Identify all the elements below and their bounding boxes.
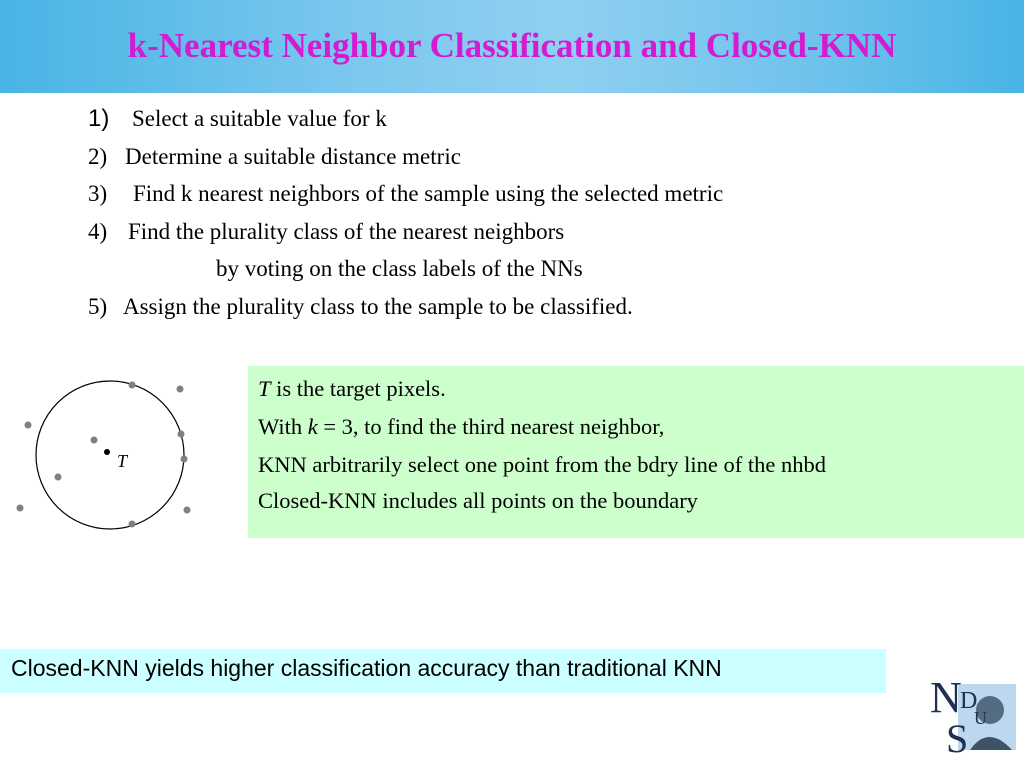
step-text: Assign the plurality class to the sample to be classified. xyxy=(123,293,633,319)
sample-point xyxy=(55,474,62,481)
k-variable: k xyxy=(307,414,318,439)
sample-point xyxy=(129,382,136,389)
sample-point xyxy=(25,422,32,429)
step-text: by voting on the class labels of the NNs xyxy=(216,256,583,281)
slide-title: k-Nearest Neighbor Classification and Closed-KNN xyxy=(127,26,897,65)
target-point xyxy=(104,449,110,455)
step-item xyxy=(88,100,387,138)
note-box xyxy=(248,366,1024,538)
svg-text:U: U xyxy=(974,708,987,728)
step-item xyxy=(88,288,633,326)
sample-point xyxy=(17,505,24,512)
note-line-2 xyxy=(258,414,664,440)
steps-list xyxy=(88,100,724,325)
neighborhood-circle xyxy=(36,381,184,529)
step-number: 2) xyxy=(88,143,108,169)
note-text: is the target pixels. xyxy=(270,376,446,401)
step-item xyxy=(88,213,565,251)
step-text: Find k nearest neighbors of the sample using the selected metric xyxy=(133,181,724,206)
sample-point xyxy=(91,437,98,444)
step-number: 1) xyxy=(88,105,110,132)
svg-text:N: N xyxy=(930,673,962,722)
svg-text:S: S xyxy=(946,716,969,754)
step-text: Determine a suitable distance metric xyxy=(125,143,461,169)
step-item xyxy=(88,138,461,176)
conclusion-text: Closed-KNN yields higher classification accuracy than traditional KNN xyxy=(11,655,722,681)
neighborhood-diagram xyxy=(0,370,220,540)
step-text: Select a suitable value for k xyxy=(132,106,387,131)
title-bar xyxy=(0,0,1024,93)
target-variable: T xyxy=(258,376,271,401)
sample-point xyxy=(184,507,191,514)
step-number: 4) xyxy=(88,218,108,244)
note-text: = 3, to find the third nearest neighbor, xyxy=(317,414,665,439)
step-number: 3) xyxy=(88,181,108,206)
note-line-1 xyxy=(258,376,446,402)
step-text: Find the plurality class of the nearest neighbors xyxy=(128,218,565,244)
sample-point xyxy=(181,456,188,463)
sample-point xyxy=(177,386,184,393)
note-line-4: Closed-KNN includes all points on the boundary xyxy=(258,488,698,513)
svg-text:D: D xyxy=(960,688,978,714)
step-number: 5) xyxy=(88,293,108,319)
conclusion-box xyxy=(0,649,886,693)
ndsu-logo xyxy=(930,672,1020,754)
target-label: T xyxy=(117,451,128,471)
note-line-3: KNN arbitrarily select one point from the bdry line of the nhbd xyxy=(258,452,826,477)
step-item xyxy=(88,175,724,213)
sample-point xyxy=(129,521,136,528)
step-item xyxy=(88,250,583,288)
sample-point xyxy=(178,431,185,438)
note-text: With xyxy=(258,414,308,439)
